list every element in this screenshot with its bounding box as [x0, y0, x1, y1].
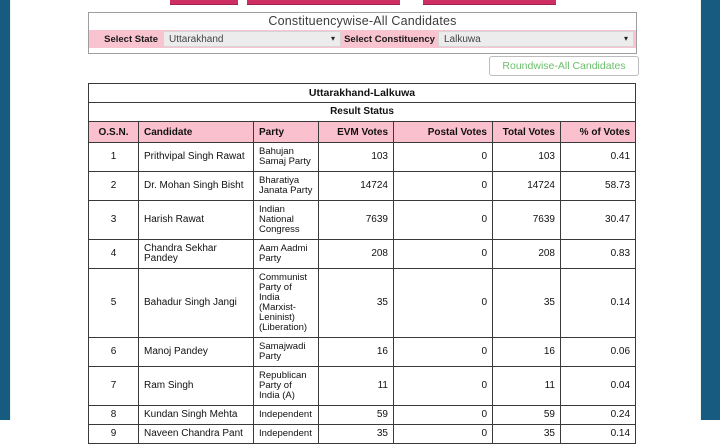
table-row — [89, 425, 636, 444]
postal-votes-cell: 0 — [394, 143, 493, 172]
pct-votes-cell: 0.04 — [561, 367, 636, 406]
candidate-cell: Ram Singh — [139, 367, 254, 406]
table-row — [89, 240, 636, 269]
chevron-down-icon: ▾ — [623, 34, 628, 43]
total-votes-cell: 11 — [493, 367, 561, 406]
constituency-select-value: Lalkuwa — [444, 33, 481, 45]
page-title: Constituencywise-All Candidates — [268, 14, 457, 28]
pct-votes-cell: 0.24 — [561, 406, 636, 425]
osn-cell: 1 — [89, 143, 139, 172]
column-header: O.S.N. — [89, 122, 139, 143]
right-side-rail — [700, 0, 720, 420]
osn-cell: 8 — [89, 406, 139, 425]
postal-votes-cell: 0 — [394, 269, 493, 338]
pct-votes-cell: 0.83 — [561, 240, 636, 269]
candidate-cell: Kundan Singh Mehta — [139, 406, 254, 425]
osn-cell: 5 — [89, 269, 139, 338]
evm-votes-cell: 7639 — [319, 201, 394, 240]
column-header: Postal Votes — [394, 122, 493, 143]
column-header: Candidate — [139, 122, 254, 143]
top-nav-button-3[interactable] — [423, 0, 556, 5]
postal-votes-cell: 0 — [394, 367, 493, 406]
results-table — [88, 83, 636, 444]
evm-votes-cell: 208 — [319, 240, 394, 269]
column-header: Total Votes — [493, 122, 561, 143]
column-header: % of Votes — [561, 122, 636, 143]
total-votes-cell: 16 — [493, 338, 561, 367]
table-row — [89, 338, 636, 367]
evm-votes-cell: 11 — [319, 367, 394, 406]
osn-cell: 7 — [89, 367, 139, 406]
candidate-cell: Manoj Pandey — [139, 338, 254, 367]
table-row — [89, 406, 636, 425]
table-status-row — [89, 103, 636, 122]
state-select[interactable] — [163, 31, 341, 47]
table-title-row — [89, 84, 636, 103]
select-constituency-label: Select Constituency — [344, 33, 435, 45]
postal-votes-cell: 0 — [394, 406, 493, 425]
evm-votes-cell: 16 — [319, 338, 394, 367]
total-votes-cell: 35 — [493, 425, 561, 444]
total-votes-cell: 208 — [493, 240, 561, 269]
candidate-cell: Naveen Chandra Pant — [139, 425, 254, 444]
pct-votes-cell: 0.41 — [561, 143, 636, 172]
evm-votes-cell: 59 — [319, 406, 394, 425]
constituency-title: Uttarakhand-Lalkuwa — [89, 84, 636, 103]
party-cell: Aam Aadmi Party — [254, 240, 319, 269]
total-votes-cell: 7639 — [493, 201, 561, 240]
party-cell: Independent — [254, 406, 319, 425]
postal-votes-cell: 0 — [394, 172, 493, 201]
top-nav-button-2[interactable] — [247, 0, 400, 5]
roundwise-all-candidates-button[interactable]: Roundwise-All Candidates — [489, 56, 639, 76]
candidate-cell: Harish Rawat — [139, 201, 254, 240]
constituency-select[interactable] — [438, 31, 634, 47]
osn-cell: 4 — [89, 240, 139, 269]
chevron-down-icon: ▾ — [330, 34, 335, 43]
state-select-value: Uttarakhand — [169, 33, 224, 45]
table-header-row — [89, 122, 636, 143]
column-header: EVM Votes — [319, 122, 394, 143]
party-cell: Indian National Congress — [254, 201, 319, 240]
result-status-label: Result Status — [89, 103, 636, 122]
table-row — [89, 201, 636, 240]
column-header: Party — [254, 122, 319, 143]
pct-votes-cell: 0.14 — [561, 269, 636, 338]
top-nav-button-1[interactable] — [170, 0, 238, 5]
evm-votes-cell: 35 — [319, 269, 394, 338]
postal-votes-cell: 0 — [394, 201, 493, 240]
candidate-cell: Dr. Mohan Singh Bisht — [139, 172, 254, 201]
candidate-cell: Chandra Sekhar Pandey — [139, 240, 254, 269]
table-row — [89, 143, 636, 172]
table-body — [89, 143, 636, 444]
total-votes-cell: 14724 — [493, 172, 561, 201]
pct-votes-cell: 0.14 — [561, 425, 636, 444]
party-cell: Republican Party of India (A) — [254, 367, 319, 406]
party-cell: Independent — [254, 425, 319, 444]
osn-cell: 9 — [89, 425, 139, 444]
total-votes-cell: 103 — [493, 143, 561, 172]
filter-box — [88, 12, 637, 54]
party-cell: Bharatiya Janata Party — [254, 172, 319, 201]
table-row — [89, 367, 636, 406]
osn-cell: 2 — [89, 172, 139, 201]
table-row — [89, 269, 636, 338]
party-cell: Communist Party of India (Marxist-Leninist) (Liberation) — [254, 269, 319, 338]
pct-votes-cell: 0.06 — [561, 338, 636, 367]
osn-cell: 3 — [89, 201, 139, 240]
pct-votes-cell: 58.73 — [561, 172, 636, 201]
osn-cell: 6 — [89, 338, 139, 367]
evm-votes-cell: 35 — [319, 425, 394, 444]
evm-votes-cell: 103 — [319, 143, 394, 172]
candidate-cell: Prithvipal Singh Rawat — [139, 143, 254, 172]
pct-votes-cell: 30.47 — [561, 201, 636, 240]
evm-votes-cell: 14724 — [319, 172, 394, 201]
total-votes-cell: 59 — [493, 406, 561, 425]
party-cell: Samajwadi Party — [254, 338, 319, 367]
select-state-label: Select State — [104, 33, 158, 45]
total-votes-cell: 35 — [493, 269, 561, 338]
table-row — [89, 172, 636, 201]
postal-votes-cell: 0 — [394, 425, 493, 444]
left-side-rail — [0, 0, 11, 420]
filter-row — [89, 30, 636, 48]
postal-votes-cell: 0 — [394, 240, 493, 269]
postal-votes-cell: 0 — [394, 338, 493, 367]
candidate-cell: Bahadur Singh Jangi — [139, 269, 254, 338]
party-cell: Bahujan Samaj Party — [254, 143, 319, 172]
